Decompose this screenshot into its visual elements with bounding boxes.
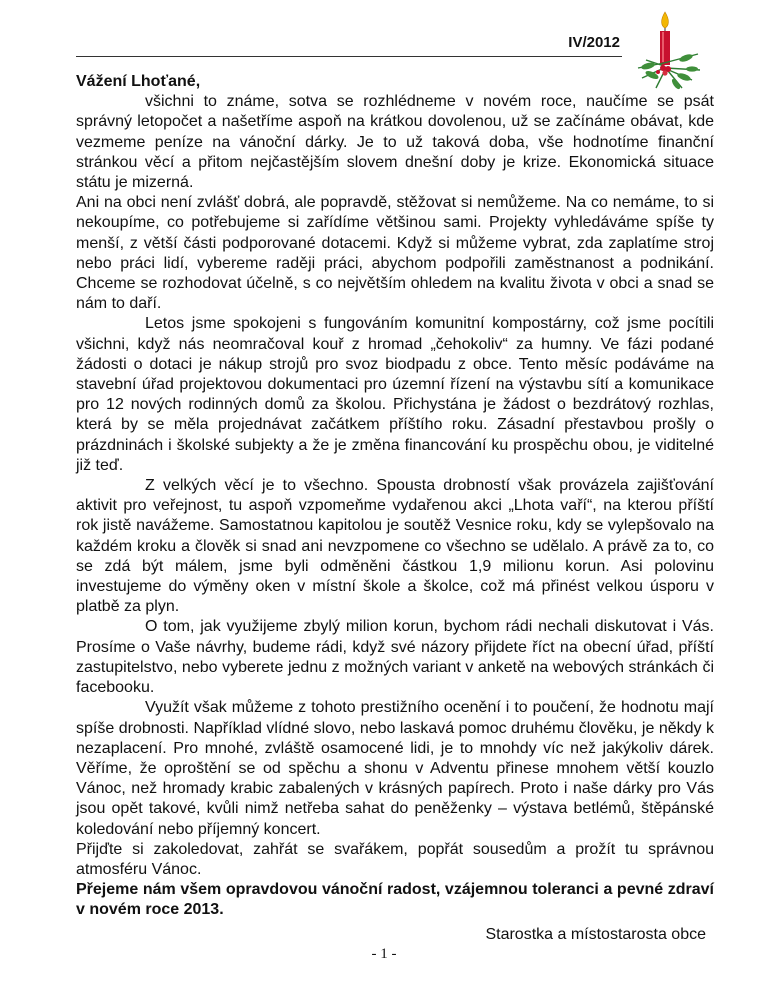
letter-paragraph: Využít však můžeme z tohoto prestižního ocenění i to poučení, že hodnotu mají spíše drobnosti. Například vlídné slovo, nebo laskavá pomoc druhému člověku, je někdy k nezaplacení. Pro mnohé, zvláště osamocené lidi, je to mnohdy víc než jakýkoliv dárek. Věříme, že oproštění se od spěchu a shonu v Adventu přinese mnohem větší kouzlo Vánoc, než hromady krabic zabalených v krásných papírech. Proto i naše dárky pro Vás jsou opět takové, kvůli nimž netřeba sahat do peněženky – výstava betlémů, štěpánské koledování nebo příjemný koncert. bbox=[76, 699, 714, 838]
letter-signature: Starostka a místostarosta obce bbox=[485, 925, 706, 943]
letter-greeting: Vážení Lhoťané, bbox=[76, 73, 201, 90]
letter-paragraph: Přijďte si zakoledovat, zahřát se svařákem, popřát sousedům a prožít tu správnou atmosféru Vánoc. bbox=[76, 840, 714, 878]
letter-paragraph: všichni to známe, sotva se rozhlédneme v novém roce, naučíme se psát správný letopočet a našetříme aspoň na krátkou dovolenou, už se začínáme obávat, kde vezmeme peníze na vánoční dárky. Je to už taková doba, vše hodnotíme finanční stránkou věcí a přitom nejčastějším slovem dnešní doby je krize. Ekonomická situace státu je mizerná. bbox=[76, 93, 714, 192]
issue-number: IV/2012 bbox=[568, 34, 620, 51]
header-rule bbox=[76, 56, 622, 57]
christmas-wish: Přejeme nám všem opravdovou vánoční radost, vzájemnou toleranci a pevné zdraví v novém roce 2013. bbox=[76, 881, 714, 919]
page-number: - 1 - bbox=[371, 946, 397, 962]
letter-paragraph: Z velkých věcí je to všechno. Spousta drobností však provázela zajišťování aktivit pro veřejnost, tu aspoň vzpomeňme vydařenou akci „Lhota vaří“, na kterou příští rok jistě navážeme. Samostatnou kapitolou je soutěž Vesnice roku, kdy se vylepšovalo na každém kroku a člověk si snad ani nevzpomene co všechno se udělalo. A právě za to, co se zdá být málem, jsme byli odměněni částkou 1,9 milionu korun. Asi polovinu investujeme do výměny oken v místní škole a školce, což má přinést velkou úsporu v platbě za plyn. bbox=[76, 477, 714, 616]
letter-body bbox=[76, 72, 714, 945]
letter-paragraph: Ani na obci není zvlášť dobrá, ale popravdě, stěžovat si nemůžeme. Na co nemáme, to si nekoupíme, co potřebujeme si zařídíme většinou sami. Projekty vyhledáváme spíše ty menší, z větší části podporované dotacemi. Když si můžeme vybrat, zda zaplatíme stroj nebo práci lidí, vybereme raději práci, abychom podpořili zaměstnanost a podnikání. Chceme se rozhodovat účelně, s co největším ohledem na kvalitu života v obci a snad se nám to daří. bbox=[76, 194, 714, 313]
letter-paragraph: O tom, jak využijeme zbylý milion korun, bychom rádi nechali diskutovat i Vás. Prosíme o Vaše návrhy, budeme rádi, když své názory přijdete říct na obecní úřad, příští zastupitelstvo, nebo vyberete jednu z možných variant v anketě na webových stránkách či facebooku. bbox=[76, 618, 714, 697]
letter-paragraph: Letos jsme spokojeni s fungováním komunitní kompostárny, což jsme pocítili všichni, když nás neomračoval kouř z hromad „čehokoliv“ za humny. Ve fázi podané žádosti o dotaci je nákup strojů pro svoz biodpadu z obce. Tento měsíc podáváme na stavební úřad projektovou dokumentaci pro územní řízení na výstavbu sítí a komunikace pro 12 nových rodinných domů za školou. Přichystána je žádost o bezdrátový rozhlas, která by se měla projednávat začátkem příštího roku. Zásadní přestavbou prošly o prázdninách i školské subjekty a že je změna financování ku prospěchu obou, je viditelné již teď. bbox=[76, 315, 714, 474]
